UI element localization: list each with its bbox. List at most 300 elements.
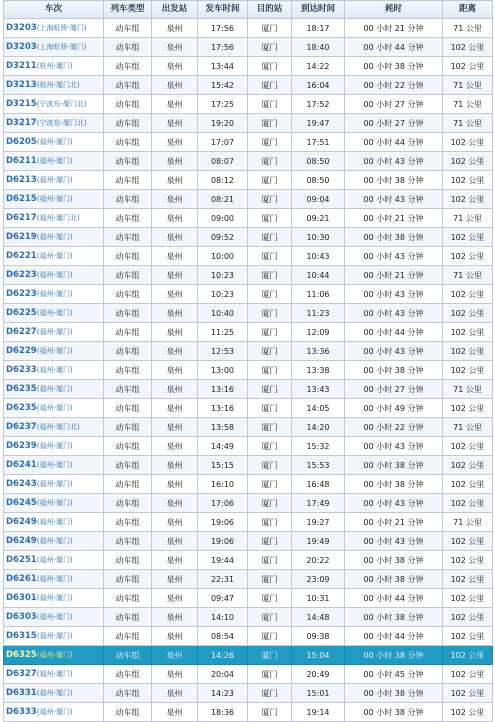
departure-time-cell: 09:00: [198, 209, 248, 228]
table-row[interactable]: [4, 494, 493, 513]
train-route-link[interactable]: (福州-厦门): [36, 309, 73, 317]
distance-cell: 71 公里: [443, 76, 493, 95]
destination-station-cell: 厦门: [248, 665, 292, 684]
table-row[interactable]: [4, 76, 493, 95]
destination-station-cell: 厦门: [248, 209, 292, 228]
train-type-cell: 动车组: [104, 342, 152, 361]
distance-cell: 102 公里: [443, 608, 493, 627]
distance-cell: 102 公里: [443, 171, 493, 190]
duration-cell: 00 小时 21 分钟: [345, 19, 443, 38]
train-cell: [4, 38, 104, 57]
table-row[interactable]: [4, 437, 493, 456]
train-route-link[interactable]: (福州-厦门): [36, 594, 73, 602]
arrival-time-cell: 08:50: [292, 171, 345, 190]
destination-station-cell: 厦门: [248, 38, 292, 57]
train-type-cell: 动车组: [104, 475, 152, 494]
arrival-time-cell: 09:38: [292, 627, 345, 646]
table-row[interactable]: [4, 703, 493, 722]
duration-cell: 00 小时 38 分钟: [345, 684, 443, 703]
train-number-link[interactable]: D6251: [6, 555, 37, 565]
train-number-link[interactable]: D6249: [6, 536, 37, 546]
train-number-link[interactable]: D6237: [6, 422, 37, 432]
train-cell: [4, 285, 104, 304]
train-number-link[interactable]: D6261: [6, 574, 37, 584]
train-cell: [4, 57, 104, 76]
arrival-time-cell: 13:38: [292, 361, 345, 380]
train-route-link[interactable]: (宁波东-厦门北): [36, 119, 87, 127]
train-number-link[interactable]: D6331: [6, 688, 37, 698]
train-number-link[interactable]: D6219: [6, 232, 37, 242]
table-row[interactable]: [4, 323, 493, 342]
train-cell: [4, 323, 104, 342]
arrival-time-cell: 16:48: [292, 475, 345, 494]
duration-cell: 00 小时 38 分钟: [345, 456, 443, 475]
table-row[interactable]: [4, 570, 493, 589]
departure-station-cell: 泉州: [152, 57, 198, 76]
train-number-link[interactable]: D6229: [6, 346, 37, 356]
departure-station-cell: 泉州: [152, 551, 198, 570]
train-route-link[interactable]: (福州-厦门): [36, 499, 73, 507]
table-row[interactable]: [4, 228, 493, 247]
header-row: [4, 1, 493, 19]
distance-cell: 102 公里: [443, 304, 493, 323]
train-number-link[interactable]: D6235: [6, 403, 37, 413]
duration-cell: 00 小时 38 分钟: [345, 57, 443, 76]
duration-cell: 00 小时 43 分钟: [345, 437, 443, 456]
column-header-train[interactable]: 车次: [4, 1, 104, 19]
train-route-link[interactable]: (杭州-厦门): [36, 62, 73, 70]
table-row[interactable]: [4, 532, 493, 551]
train-number-link[interactable]: D6249: [6, 517, 37, 527]
destination-station-cell: 厦门: [248, 627, 292, 646]
table-row[interactable]: [4, 380, 493, 399]
train-number-link[interactable]: D6243: [6, 479, 37, 489]
departure-station-cell: 泉州: [152, 38, 198, 57]
departure-station-cell: 泉州: [152, 133, 198, 152]
departure-time-cell: 20:04: [198, 665, 248, 684]
departure-station-cell: 泉州: [152, 266, 198, 285]
departure-time-cell: 08:54: [198, 627, 248, 646]
train-number-link[interactable]: D6225: [6, 308, 37, 318]
departure-time-cell: 15:42: [198, 76, 248, 95]
departure-time-cell: 19:20: [198, 114, 248, 133]
arrival-time-cell: 16:04: [292, 76, 345, 95]
table-row[interactable]: [4, 684, 493, 703]
distance-cell: 102 公里: [443, 152, 493, 171]
arrival-time-cell: 11:23: [292, 304, 345, 323]
distance-cell: 71 公里: [443, 266, 493, 285]
distance-cell: 102 公里: [443, 323, 493, 342]
table-row[interactable]: [4, 266, 493, 285]
arrival-time-cell: 20:22: [292, 551, 345, 570]
departure-station-cell: 泉州: [152, 494, 198, 513]
destination-station-cell: 厦门: [248, 608, 292, 627]
departure-station-cell: 泉州: [152, 513, 198, 532]
train-type-cell: 动车组: [104, 38, 152, 57]
arrival-time-cell: 15:53: [292, 456, 345, 475]
arrival-time-cell: 13:36: [292, 342, 345, 361]
train-route-link[interactable]: (福州-厦门): [36, 385, 73, 393]
train-route-link[interactable]: (福州-厦门): [36, 575, 73, 583]
table-row[interactable]: [4, 608, 493, 627]
table-row[interactable]: [4, 361, 493, 380]
train-number-link[interactable]: D6235: [6, 384, 37, 394]
table-row[interactable]: [4, 589, 493, 608]
train-type-cell: 动车组: [104, 437, 152, 456]
train-type-cell: 动车组: [104, 285, 152, 304]
departure-station-cell: 泉州: [152, 190, 198, 209]
table-row[interactable]: [4, 171, 493, 190]
departure-time-cell: 18:36: [198, 703, 248, 722]
column-header-departure-time[interactable]: 发车时间: [198, 1, 248, 19]
train-cell: [4, 247, 104, 266]
departure-time-cell: 17:25: [198, 95, 248, 114]
duration-cell: 00 小时 43 分钟: [345, 247, 443, 266]
departure-time-cell: 09:47: [198, 589, 248, 608]
train-cell: [4, 703, 104, 722]
train-route-link[interactable]: (福州-厦门): [36, 252, 73, 260]
distance-cell: 102 公里: [443, 494, 493, 513]
departure-station-cell: 泉州: [152, 304, 198, 323]
train-route-link[interactable]: (福州-厦门): [36, 271, 73, 279]
train-route-link[interactable]: (福州-厦门): [36, 347, 73, 355]
train-cell: [4, 646, 104, 665]
train-number-link[interactable]: D6241: [6, 460, 37, 470]
distance-cell: 102 公里: [443, 532, 493, 551]
train-route-link[interactable]: (福州-厦门): [36, 613, 73, 621]
departure-station-cell: 泉州: [152, 285, 198, 304]
train-cell: [4, 684, 104, 703]
train-type-cell: 动车组: [104, 133, 152, 152]
train-type-cell: 动车组: [104, 152, 152, 171]
table-row[interactable]: [4, 399, 493, 418]
destination-station-cell: 厦门: [248, 323, 292, 342]
destination-station-cell: 厦门: [248, 342, 292, 361]
train-number-link[interactable]: D6233: [6, 365, 37, 375]
table-row[interactable]: [4, 418, 493, 437]
duration-cell: 00 小时 38 分钟: [345, 646, 443, 665]
table-row[interactable]: [4, 475, 493, 494]
duration-cell: 00 小时 43 分钟: [345, 285, 443, 304]
table-row[interactable]: [4, 38, 493, 57]
train-number-link[interactable]: D6221: [6, 251, 37, 261]
duration-cell: 00 小时 38 分钟: [345, 551, 443, 570]
column-header-distance[interactable]: 距离: [443, 1, 493, 19]
train-route-link[interactable]: (上海虹桥-厦门): [36, 43, 87, 51]
duration-cell: 00 小时 22 分钟: [345, 418, 443, 437]
arrival-time-cell: 14:20: [292, 418, 345, 437]
table-row[interactable]: [4, 285, 493, 304]
train-route-link[interactable]: (福州-厦门): [36, 461, 73, 469]
train-cell: [4, 418, 104, 437]
train-number-link[interactable]: D6213: [6, 175, 37, 185]
distance-cell: 102 公里: [443, 133, 493, 152]
table-row[interactable]: [4, 551, 493, 570]
train-route-link[interactable]: (福州-厦门): [36, 480, 73, 488]
departure-station-cell: 泉州: [152, 589, 198, 608]
train-cell: [4, 133, 104, 152]
train-route-link[interactable]: (福州-厦门): [36, 651, 73, 659]
train-route-link[interactable]: (福州-厦门): [36, 708, 73, 716]
train-type-cell: 动车组: [104, 361, 152, 380]
distance-cell: 102 公里: [443, 627, 493, 646]
duration-cell: 00 小时 43 分钟: [345, 342, 443, 361]
train-type-cell: 动车组: [104, 247, 152, 266]
table-row[interactable]: [4, 456, 493, 475]
train-number-link[interactable]: D6239: [6, 441, 37, 451]
departure-time-cell: 14:26: [198, 646, 248, 665]
destination-station-cell: 厦门: [248, 684, 292, 703]
column-header-destination-station[interactable]: 目的站: [248, 1, 292, 19]
departure-station-cell: 泉州: [152, 532, 198, 551]
departure-time-cell: 10:23: [198, 266, 248, 285]
train-number-link[interactable]: D6223: [6, 270, 37, 280]
distance-cell: 102 公里: [443, 57, 493, 76]
train-cell: [4, 361, 104, 380]
destination-station-cell: 厦门: [248, 266, 292, 285]
arrival-time-cell: 23:09: [292, 570, 345, 589]
train-route-link[interactable]: (福州-厦门): [36, 632, 73, 640]
train-type-cell: 动车组: [104, 684, 152, 703]
train-type-cell: 动车组: [104, 532, 152, 551]
destination-station-cell: 厦门: [248, 57, 292, 76]
arrival-time-cell: 13:43: [292, 380, 345, 399]
duration-cell: 00 小时 27 分钟: [345, 114, 443, 133]
duration-cell: 00 小时 27 分钟: [345, 380, 443, 399]
train-type-cell: 动车组: [104, 57, 152, 76]
departure-time-cell: 13:16: [198, 380, 248, 399]
train-route-link[interactable]: (福州-厦门): [36, 518, 73, 526]
train-number-link[interactable]: D6245: [6, 498, 37, 508]
duration-cell: 00 小时 38 分钟: [345, 703, 443, 722]
train-type-cell: 动车组: [104, 323, 152, 342]
column-header-arrival-time[interactable]: 到达时间: [292, 1, 345, 19]
departure-time-cell: 08:21: [198, 190, 248, 209]
destination-station-cell: 厦门: [248, 19, 292, 38]
distance-cell: 102 公里: [443, 570, 493, 589]
train-route-link[interactable]: (福州-厦门北): [36, 423, 80, 431]
departure-time-cell: 19:06: [198, 513, 248, 532]
destination-station-cell: 厦门: [248, 513, 292, 532]
departure-time-cell: 09:52: [198, 228, 248, 247]
train-route-link[interactable]: (福州-厦门): [36, 442, 73, 450]
train-cell: [4, 589, 104, 608]
arrival-time-cell: 19:14: [292, 703, 345, 722]
table-row[interactable]: [4, 513, 493, 532]
train-route-link[interactable]: (福州-厦门): [36, 195, 73, 203]
train-number-link[interactable]: D3215: [6, 99, 37, 109]
train-cell: [4, 475, 104, 494]
train-route-link[interactable]: (福州-厦门): [36, 556, 73, 564]
train-type-cell: 动车组: [104, 399, 152, 418]
train-cell: [4, 152, 104, 171]
train-cell: [4, 570, 104, 589]
destination-station-cell: 厦门: [248, 418, 292, 437]
duration-cell: 00 小时 49 分钟: [345, 399, 443, 418]
table-row[interactable]: [4, 665, 493, 684]
arrival-time-cell: 08:50: [292, 152, 345, 171]
column-header-train-type[interactable]: 列车类型: [104, 1, 152, 19]
distance-cell: 102 公里: [443, 684, 493, 703]
train-cell: [4, 608, 104, 627]
train-route-link[interactable]: (福州-厦门): [36, 290, 73, 298]
table-row[interactable]: [4, 152, 493, 171]
train-number-link[interactable]: D6325: [6, 650, 37, 660]
train-cell: [4, 95, 104, 114]
train-number-link[interactable]: D3217: [6, 118, 37, 128]
departure-time-cell: 13:58: [198, 418, 248, 437]
departure-station-cell: 泉州: [152, 361, 198, 380]
train-cell: [4, 228, 104, 247]
train-type-cell: 动车组: [104, 646, 152, 665]
column-header-departure-station[interactable]: 出发站: [152, 1, 198, 19]
train-route-link[interactable]: (福州-厦门北): [36, 214, 80, 222]
table-row[interactable]: [4, 95, 493, 114]
arrival-time-cell: 12:09: [292, 323, 345, 342]
departure-time-cell: 14:23: [198, 684, 248, 703]
train-route-link[interactable]: (杭州-厦门北): [36, 81, 80, 89]
departure-station-cell: 泉州: [152, 323, 198, 342]
destination-station-cell: 厦门: [248, 380, 292, 399]
duration-cell: 00 小时 38 分钟: [345, 171, 443, 190]
train-route-link[interactable]: (福州-厦门): [36, 366, 73, 374]
train-cell: [4, 76, 104, 95]
train-cell: [4, 494, 104, 513]
destination-station-cell: 厦门: [248, 228, 292, 247]
train-route-link[interactable]: (福州-厦门): [36, 537, 73, 545]
destination-station-cell: 厦门: [248, 494, 292, 513]
train-number-link[interactable]: D6301: [6, 593, 37, 603]
departure-time-cell: 17:56: [198, 19, 248, 38]
duration-cell: 00 小时 43 分钟: [345, 304, 443, 323]
train-type-cell: 动车组: [104, 304, 152, 323]
train-cell: [4, 342, 104, 361]
train-number-link[interactable]: D3213: [6, 80, 37, 90]
table-row[interactable]: [4, 190, 493, 209]
train-route-link[interactable]: (福州-厦门): [36, 689, 73, 697]
train-number-link[interactable]: D6223: [6, 289, 37, 299]
departure-time-cell: 13:44: [198, 57, 248, 76]
train-type-cell: 动车组: [104, 76, 152, 95]
arrival-time-cell: 19:47: [292, 114, 345, 133]
duration-cell: 00 小时 45 分钟: [345, 665, 443, 684]
train-cell: [4, 532, 104, 551]
destination-station-cell: 厦门: [248, 95, 292, 114]
arrival-time-cell: 10:31: [292, 589, 345, 608]
train-route-link[interactable]: (福州-厦门): [36, 176, 73, 184]
train-route-link[interactable]: (上海虹桥-厦门): [36, 24, 87, 32]
timetable-header: [4, 1, 493, 19]
departure-station-cell: 泉州: [152, 209, 198, 228]
train-number-link[interactable]: D3203: [6, 42, 37, 52]
train-number-link[interactable]: D6327: [6, 669, 37, 679]
table-row[interactable]: [4, 342, 493, 361]
train-route-link[interactable]: (福州-厦门): [36, 233, 73, 241]
departure-station-cell: 泉州: [152, 418, 198, 437]
departure-station-cell: 泉州: [152, 152, 198, 171]
table-row[interactable]: [4, 627, 493, 646]
train-route-link[interactable]: (福州-厦门): [36, 670, 73, 678]
train-type-cell: 动车组: [104, 608, 152, 627]
destination-station-cell: 厦门: [248, 399, 292, 418]
train-number-link[interactable]: D6205: [6, 137, 37, 147]
arrival-time-cell: 09:21: [292, 209, 345, 228]
table-row[interactable]: [4, 133, 493, 152]
duration-cell: 00 小时 43 分钟: [345, 532, 443, 551]
departure-time-cell: 10:23: [198, 285, 248, 304]
departure-time-cell: 11:25: [198, 323, 248, 342]
destination-station-cell: 厦门: [248, 247, 292, 266]
train-type-cell: 动车组: [104, 570, 152, 589]
train-route-link[interactable]: (福州-厦门): [36, 157, 73, 165]
table-row[interactable]: [4, 19, 493, 38]
duration-cell: 00 小时 21 分钟: [345, 266, 443, 285]
departure-station-cell: 泉州: [152, 95, 198, 114]
table-row[interactable]: [4, 247, 493, 266]
distance-cell: 102 公里: [443, 247, 493, 266]
departure-station-cell: 泉州: [152, 570, 198, 589]
arrival-time-cell: 19:27: [292, 513, 345, 532]
distance-cell: 71 公里: [443, 19, 493, 38]
departure-station-cell: 泉州: [152, 399, 198, 418]
departure-station-cell: 泉州: [152, 437, 198, 456]
destination-station-cell: 厦门: [248, 285, 292, 304]
table-row[interactable]: [4, 209, 493, 228]
destination-station-cell: 厦门: [248, 304, 292, 323]
train-number-link[interactable]: D6217: [6, 213, 37, 223]
distance-cell: 102 公里: [443, 665, 493, 684]
departure-time-cell: 17:07: [198, 133, 248, 152]
table-row[interactable]: [4, 114, 493, 133]
destination-station-cell: 厦门: [248, 532, 292, 551]
destination-station-cell: 厦门: [248, 114, 292, 133]
destination-station-cell: 厦门: [248, 589, 292, 608]
train-type-cell: 动车组: [104, 627, 152, 646]
train-type-cell: 动车组: [104, 665, 152, 684]
departure-station-cell: 泉州: [152, 456, 198, 475]
distance-cell: 102 公里: [443, 437, 493, 456]
train-number-link[interactable]: D6211: [6, 156, 37, 166]
duration-cell: 00 小时 27 分钟: [345, 95, 443, 114]
table-row[interactable]: [4, 57, 493, 76]
train-cell: [4, 190, 104, 209]
train-route-link[interactable]: (福州-厦门): [36, 404, 73, 412]
departure-station-cell: 泉州: [152, 703, 198, 722]
table-row[interactable]: [4, 304, 493, 323]
departure-station-cell: 泉州: [152, 342, 198, 361]
train-number-link[interactable]: D3211: [6, 61, 37, 71]
departure-station-cell: 泉州: [152, 684, 198, 703]
train-route-link[interactable]: (福州-厦门): [36, 328, 73, 336]
train-number-link[interactable]: D6215: [6, 194, 37, 204]
arrival-time-cell: 18:40: [292, 38, 345, 57]
departure-station-cell: 泉州: [152, 627, 198, 646]
train-route-link[interactable]: (宁波东-厦门北): [36, 100, 87, 108]
column-header-duration[interactable]: 耗时: [345, 1, 443, 19]
train-route-link[interactable]: (福州-厦门): [36, 138, 73, 146]
table-row[interactable]: [4, 646, 493, 665]
distance-cell: 102 公里: [443, 456, 493, 475]
train-number-link[interactable]: D6303: [6, 612, 37, 622]
train-number-link[interactable]: D6227: [6, 327, 37, 337]
train-cell: [4, 665, 104, 684]
departure-station-cell: 泉州: [152, 646, 198, 665]
duration-cell: 00 小时 38 分钟: [345, 475, 443, 494]
train-number-link[interactable]: D3203: [6, 23, 37, 33]
departure-time-cell: 14:10: [198, 608, 248, 627]
train-number-link[interactable]: D6333: [6, 707, 37, 717]
train-number-link[interactable]: D6315: [6, 631, 37, 641]
